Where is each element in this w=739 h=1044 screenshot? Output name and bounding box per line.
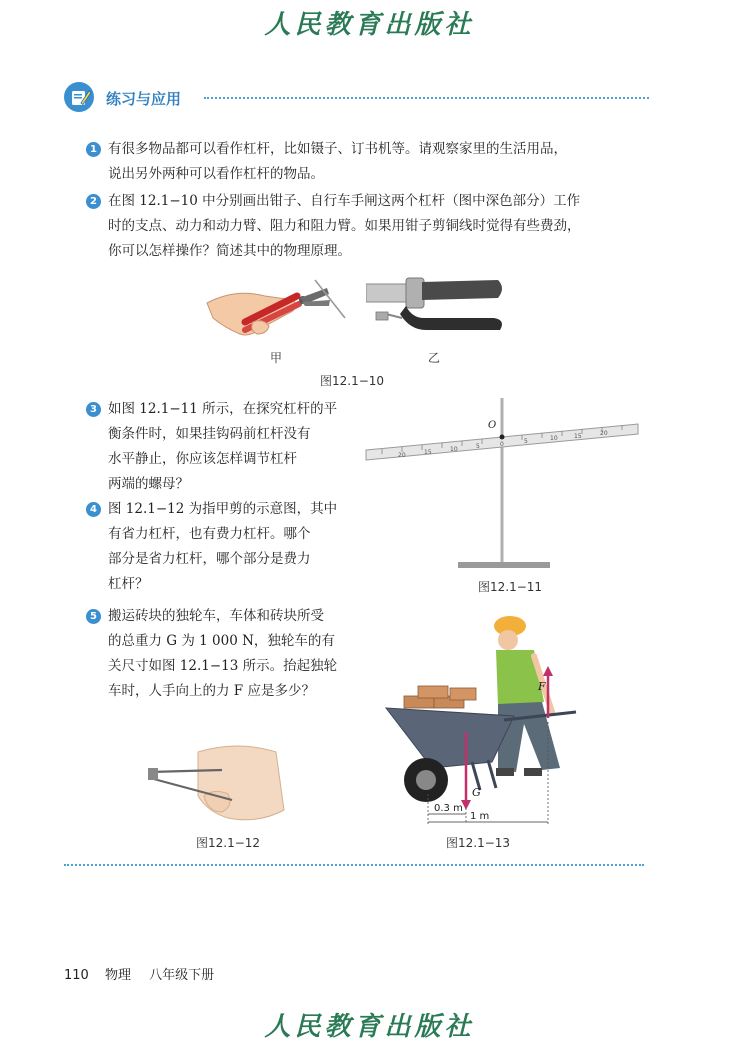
question-line: 说出另外两种可以看作杠杆的物品。 bbox=[108, 166, 324, 182]
force-f-label: F bbox=[538, 680, 546, 693]
pliers-figure bbox=[205, 278, 350, 348]
tick-label: 10 bbox=[550, 435, 558, 442]
brake-lever-figure bbox=[366, 274, 508, 346]
grade-label: 八年级下册 bbox=[149, 968, 215, 983]
section-title: 练习与应用 bbox=[106, 90, 182, 108]
question-5 bbox=[108, 604, 378, 704]
figure-caption: 图12.1−11 bbox=[478, 580, 543, 594]
figure-caption: 图12.1−12 bbox=[196, 836, 261, 850]
pivot-label: O bbox=[488, 420, 497, 431]
question-1 bbox=[108, 137, 648, 187]
figure-label-b: 乙 bbox=[428, 351, 441, 365]
question-line: 水平静止，你应该怎样调节杠杆 bbox=[108, 451, 297, 467]
publisher-header: 人民教育出版社 bbox=[264, 10, 475, 40]
question-line: 衡条件时，如果挂钩码前杠杆没有 bbox=[108, 426, 311, 442]
question-line: 关尺寸如图 12.1−13 所示。抬起独轮 bbox=[108, 658, 338, 674]
section-header bbox=[64, 82, 654, 114]
question-line: 有很多物品都可以看作杠杆，比如镊子、订书机等。请观察家里的生活用品， bbox=[108, 141, 567, 157]
tick-label: 0 bbox=[500, 441, 504, 448]
question-line: 如图 12.1−11 所示，在探究杠杆的平 bbox=[108, 401, 338, 417]
figure-caption: 图12.1−10 bbox=[320, 374, 385, 388]
dimension-short: 0.3 m bbox=[434, 803, 463, 814]
question-line: 部分是省力杠杆，哪个部分是费力 bbox=[108, 551, 311, 567]
tick-label: 5 bbox=[524, 438, 528, 445]
tick-label: 15 bbox=[424, 449, 432, 456]
tick-label: 5 bbox=[476, 443, 480, 450]
nail-clipper-figure bbox=[148, 740, 288, 825]
question-number: 4 bbox=[86, 502, 101, 517]
section-end-divider bbox=[64, 864, 644, 866]
subject-label: 物理 bbox=[104, 968, 131, 983]
question-number: 1 bbox=[86, 142, 101, 157]
question-line: 杠杆？ bbox=[108, 576, 149, 592]
section-divider bbox=[204, 97, 649, 99]
tick-label: 15 bbox=[574, 433, 582, 440]
tick-label: 20 bbox=[600, 430, 608, 437]
question-number: 3 bbox=[86, 402, 101, 417]
dimension-long: 1 m bbox=[470, 811, 490, 822]
question-line: 在图 12.1−10 中分别画出钳子、自行车手闸这两个杠杆（图中深色部分）工作 bbox=[108, 193, 581, 209]
force-g-label: G bbox=[472, 786, 481, 799]
question-line: 你可以怎样操作？简述其中的物理原理。 bbox=[108, 243, 351, 259]
question-line: 有省力杠杆，也有费力杠杆。哪个 bbox=[108, 526, 311, 542]
lever-balance-figure bbox=[362, 398, 642, 573]
question-number: 2 bbox=[86, 194, 101, 209]
pencil-book-icon bbox=[64, 82, 94, 112]
publisher-footer: 人民教育出版社 bbox=[264, 1012, 475, 1042]
question-line: 的总重力 G 为 1 000 N，独轮车的有 bbox=[108, 633, 335, 649]
figure-label-a: 甲 bbox=[270, 351, 283, 365]
question-line: 时的支点、动力和动力臂、阻力和阻力臂。如果用钳子剪铜线时觉得有些费劲， bbox=[108, 218, 581, 234]
page-number: 110 bbox=[64, 968, 89, 983]
figure-caption: 图12.1−13 bbox=[446, 836, 511, 850]
page-footer bbox=[64, 964, 214, 983]
wheelbarrow-figure bbox=[384, 612, 584, 830]
question-4 bbox=[108, 497, 368, 597]
tick-label: 10 bbox=[450, 446, 458, 453]
question-line: 图 12.1−12 为指甲剪的示意图，其中 bbox=[108, 501, 338, 517]
tick-label: 20 bbox=[398, 452, 406, 459]
question-2 bbox=[108, 189, 648, 264]
question-line: 两端的螺母？ bbox=[108, 476, 189, 492]
question-number: 5 bbox=[86, 609, 101, 624]
question-line: 车时，人手向上的力 F 应是多少？ bbox=[108, 683, 315, 699]
question-line: 搬运砖块的独轮车，车体和砖块所受 bbox=[108, 608, 324, 624]
question-3 bbox=[108, 397, 368, 497]
